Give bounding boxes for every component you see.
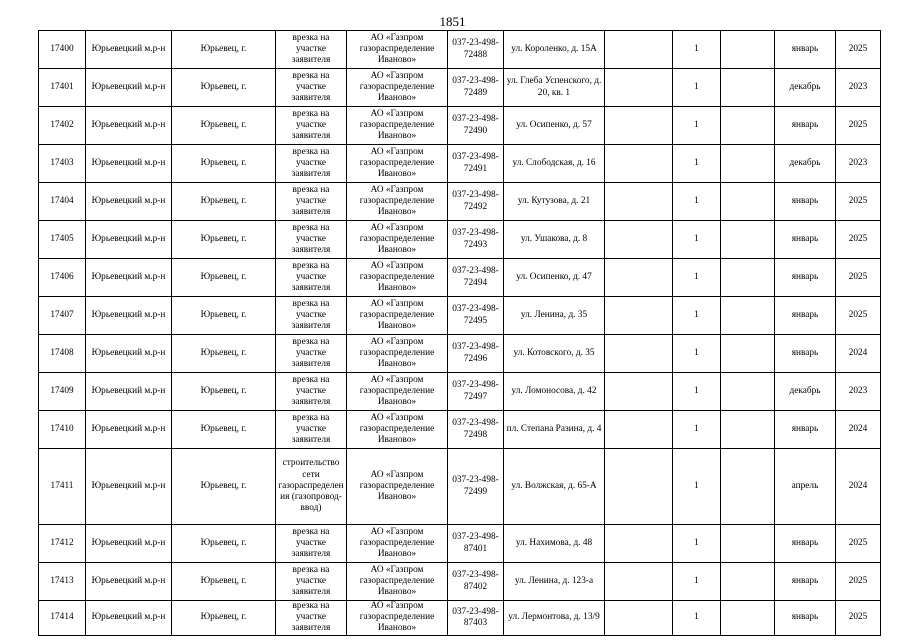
cell-type: врезка на участке заявителя [276, 335, 347, 373]
cell-address: ул. Кутузова, д. 21 [504, 183, 605, 221]
table-row [39, 297, 881, 335]
cell-type: врезка на участке заявителя [276, 145, 347, 183]
cell-empty [605, 31, 673, 69]
cell-code: 037-23-498-72496 [448, 335, 504, 373]
cell-address: ул. Осипенко, д. 57 [504, 107, 605, 145]
cell-district: Юрьевецкий м.р-н [86, 449, 172, 525]
cell-id: 17411 [39, 449, 86, 525]
cell-org: АО «Газпром газораспределение Иваново» [347, 563, 448, 601]
cell-month: декабрь [775, 145, 836, 183]
table-row [39, 221, 881, 259]
cell-empty [605, 563, 673, 601]
cell-id: 17403 [39, 145, 86, 183]
cell-type: врезка на участке заявителя [276, 183, 347, 221]
cell-address: ул. Ушакова, д. 8 [504, 221, 605, 259]
cell-id: 17400 [39, 31, 86, 69]
cell-count: 1 [673, 145, 721, 183]
cell-district: Юрьевецкий м.р-н [86, 525, 172, 563]
cell-address: ул. Ленина, д. 123-а [504, 563, 605, 601]
cell-code: 037-23-498-72499 [448, 449, 504, 525]
cell-year: 2023 [836, 373, 881, 411]
cell-count: 1 [673, 449, 721, 525]
cell-count: 1 [673, 221, 721, 259]
cell-year: 2025 [836, 31, 881, 69]
cell-district: Юрьевецкий м.р-н [86, 373, 172, 411]
cell-city: Юрьевец, г. [172, 449, 276, 525]
cell-count: 1 [673, 373, 721, 411]
cell-empty-2 [721, 69, 775, 107]
cell-city: Юрьевец, г. [172, 69, 276, 107]
cell-year: 2025 [836, 221, 881, 259]
cell-id: 17409 [39, 373, 86, 411]
cell-month: январь [775, 601, 836, 636]
cell-month: январь [775, 221, 836, 259]
table-row [39, 259, 881, 297]
cell-org: АО «Газпром газораспределение Иваново» [347, 525, 448, 563]
cell-org: АО «Газпром газораспределение Иваново» [347, 373, 448, 411]
cell-month: январь [775, 525, 836, 563]
cell-empty [605, 411, 673, 449]
cell-id: 17401 [39, 69, 86, 107]
cell-type: врезка на участке заявителя [276, 259, 347, 297]
cell-year: 2023 [836, 145, 881, 183]
cell-org: АО «Газпром газораспределение Иваново» [347, 69, 448, 107]
cell-count: 1 [673, 69, 721, 107]
cell-empty [605, 373, 673, 411]
cell-code: 037-23-498-72492 [448, 183, 504, 221]
table-row [39, 183, 881, 221]
cell-id: 17412 [39, 525, 86, 563]
cell-org: АО «Газпром газораспределение Иваново» [347, 449, 448, 525]
cell-empty-2 [721, 183, 775, 221]
cell-address: ул. Нахимова, д. 48 [504, 525, 605, 563]
cell-district: Юрьевецкий м.р-н [86, 601, 172, 636]
cell-empty-2 [721, 259, 775, 297]
table-row [39, 525, 881, 563]
cell-year: 2025 [836, 563, 881, 601]
registry-table [38, 30, 881, 636]
table-row [39, 69, 881, 107]
cell-org: АО «Газпром газораспределение Иваново» [347, 31, 448, 69]
cell-city: Юрьевец, г. [172, 411, 276, 449]
cell-empty-2 [721, 411, 775, 449]
cell-year: 2025 [836, 107, 881, 145]
cell-month: декабрь [775, 373, 836, 411]
cell-code: 037-23-498-72495 [448, 297, 504, 335]
cell-id: 17407 [39, 297, 86, 335]
cell-type: строительство сети газораспределения (газопровод-ввод) [276, 449, 347, 525]
cell-type: врезка на участке заявителя [276, 411, 347, 449]
page-number: 1851 [439, 14, 466, 29]
cell-empty-2 [721, 145, 775, 183]
cell-month: январь [775, 563, 836, 601]
cell-empty-2 [721, 563, 775, 601]
cell-org: АО «Газпром газораспределение Иваново» [347, 297, 448, 335]
cell-type: врезка на участке заявителя [276, 601, 347, 636]
cell-empty [605, 449, 673, 525]
cell-type: врезка на участке заявителя [276, 373, 347, 411]
cell-year: 2025 [836, 525, 881, 563]
cell-type: врезка на участке заявителя [276, 525, 347, 563]
cell-empty-2 [721, 525, 775, 563]
cell-empty [605, 525, 673, 563]
cell-year: 2023 [836, 69, 881, 107]
cell-city: Юрьевец, г. [172, 183, 276, 221]
cell-district: Юрьевецкий м.р-н [86, 221, 172, 259]
cell-address: пл. Степана Разина, д. 4 [504, 411, 605, 449]
cell-id: 17408 [39, 335, 86, 373]
cell-month: январь [775, 411, 836, 449]
cell-district: Юрьевецкий м.р-н [86, 297, 172, 335]
cell-empty-2 [721, 449, 775, 525]
cell-empty [605, 183, 673, 221]
cell-id: 17413 [39, 563, 86, 601]
cell-year: 2025 [836, 601, 881, 636]
cell-empty-2 [721, 373, 775, 411]
cell-org: АО «Газпром газораспределение Иваново» [347, 221, 448, 259]
cell-count: 1 [673, 563, 721, 601]
cell-id: 17402 [39, 107, 86, 145]
cell-empty [605, 335, 673, 373]
cell-empty [605, 145, 673, 183]
cell-code: 037-23-498-72497 [448, 373, 504, 411]
cell-address: ул. Слободская, д. 16 [504, 145, 605, 183]
cell-month: апрель [775, 449, 836, 525]
cell-city: Юрьевец, г. [172, 31, 276, 69]
cell-month: январь [775, 335, 836, 373]
table-row [39, 563, 881, 601]
cell-address: ул. Осипенко, д. 47 [504, 259, 605, 297]
table-row [39, 601, 881, 636]
cell-address: ул. Ленина, д. 35 [504, 297, 605, 335]
cell-org: АО «Газпром газораспределение Иваново» [347, 145, 448, 183]
cell-district: Юрьевецкий м.р-н [86, 183, 172, 221]
cell-type: врезка на участке заявителя [276, 31, 347, 69]
cell-year: 2024 [836, 449, 881, 525]
cell-empty [605, 107, 673, 145]
cell-district: Юрьевецкий м.р-н [86, 69, 172, 107]
cell-district: Юрьевецкий м.р-н [86, 563, 172, 601]
cell-count: 1 [673, 335, 721, 373]
cell-org: АО «Газпром газораспределение Иваново» [347, 107, 448, 145]
cell-id: 17406 [39, 259, 86, 297]
cell-year: 2025 [836, 183, 881, 221]
cell-code: 037-23-498-87403 [448, 601, 504, 636]
table-row [39, 449, 881, 525]
cell-count: 1 [673, 601, 721, 636]
cell-count: 1 [673, 31, 721, 69]
table-row [39, 31, 881, 69]
cell-month: январь [775, 31, 836, 69]
cell-month: январь [775, 297, 836, 335]
cell-empty-2 [721, 107, 775, 145]
table-row [39, 335, 881, 373]
cell-empty-2 [721, 601, 775, 636]
cell-empty [605, 221, 673, 259]
cell-empty-2 [721, 221, 775, 259]
cell-count: 1 [673, 259, 721, 297]
cell-city: Юрьевец, г. [172, 563, 276, 601]
cell-district: Юрьевецкий м.р-н [86, 107, 172, 145]
cell-month: январь [775, 259, 836, 297]
cell-city: Юрьевец, г. [172, 297, 276, 335]
cell-empty [605, 601, 673, 636]
table-body [39, 31, 881, 636]
cell-month: январь [775, 107, 836, 145]
cell-count: 1 [673, 107, 721, 145]
cell-type: врезка на участке заявителя [276, 69, 347, 107]
cell-city: Юрьевец, г. [172, 221, 276, 259]
cell-count: 1 [673, 525, 721, 563]
cell-city: Юрьевец, г. [172, 601, 276, 636]
cell-code: 037-23-498-72491 [448, 145, 504, 183]
cell-city: Юрьевец, г. [172, 259, 276, 297]
cell-code: 037-23-498-72498 [448, 411, 504, 449]
cell-district: Юрьевецкий м.р-н [86, 145, 172, 183]
cell-district: Юрьевецкий м.р-н [86, 31, 172, 69]
cell-id: 17410 [39, 411, 86, 449]
cell-org: АО «Газпром газораспределение Иваново» [347, 335, 448, 373]
cell-code: 037-23-498-72493 [448, 221, 504, 259]
table-row [39, 373, 881, 411]
cell-code: 037-23-498-72488 [448, 31, 504, 69]
cell-city: Юрьевец, г. [172, 335, 276, 373]
table-row [39, 145, 881, 183]
cell-empty [605, 297, 673, 335]
cell-count: 1 [673, 183, 721, 221]
cell-org: АО «Газпром газораспределение Иваново» [347, 183, 448, 221]
cell-city: Юрьевец, г. [172, 145, 276, 183]
cell-address: ул. Глеба Успенского, д. 20, кв. 1 [504, 69, 605, 107]
cell-id: 17404 [39, 183, 86, 221]
cell-district: Юрьевецкий м.р-н [86, 411, 172, 449]
cell-address: ул. Ломоносова, д. 42 [504, 373, 605, 411]
cell-city: Юрьевец, г. [172, 525, 276, 563]
cell-empty [605, 69, 673, 107]
cell-city: Юрьевец, г. [172, 373, 276, 411]
cell-count: 1 [673, 297, 721, 335]
cell-empty [605, 259, 673, 297]
cell-code: 037-23-498-87402 [448, 563, 504, 601]
cell-count: 1 [673, 411, 721, 449]
cell-code: 037-23-498-72490 [448, 107, 504, 145]
cell-type: врезка на участке заявителя [276, 107, 347, 145]
cell-code: 037-23-498-87401 [448, 525, 504, 563]
cell-year: 2024 [836, 411, 881, 449]
cell-year: 2024 [836, 335, 881, 373]
cell-district: Юрьевецкий м.р-н [86, 335, 172, 373]
cell-org: АО «Газпром газораспределение Иваново» [347, 411, 448, 449]
cell-address: ул. Волжская, д. 65-А [504, 449, 605, 525]
cell-empty-2 [721, 31, 775, 69]
cell-month: январь [775, 183, 836, 221]
cell-org: АО «Газпром газораспределение Иваново» [347, 601, 448, 636]
cell-address: ул. Лермонтова, д. 13/9 [504, 601, 605, 636]
cell-type: врезка на участке заявителя [276, 563, 347, 601]
cell-city: Юрьевец, г. [172, 107, 276, 145]
cell-id: 17405 [39, 221, 86, 259]
table-row [39, 411, 881, 449]
cell-org: АО «Газпром газораспределение Иваново» [347, 259, 448, 297]
cell-district: Юрьевецкий м.р-н [86, 259, 172, 297]
cell-code: 037-23-498-72494 [448, 259, 504, 297]
cell-address: ул. Котовского, д. 35 [504, 335, 605, 373]
cell-code: 037-23-498-72489 [448, 69, 504, 107]
cell-address: ул. Короленко, д. 15А [504, 31, 605, 69]
cell-empty-2 [721, 335, 775, 373]
cell-id: 17414 [39, 601, 86, 636]
cell-year: 2025 [836, 297, 881, 335]
cell-empty-2 [721, 297, 775, 335]
cell-year: 2025 [836, 259, 881, 297]
cell-type: врезка на участке заявителя [276, 221, 347, 259]
table-row [39, 107, 881, 145]
cell-month: декабрь [775, 69, 836, 107]
cell-type: врезка на участке заявителя [276, 297, 347, 335]
